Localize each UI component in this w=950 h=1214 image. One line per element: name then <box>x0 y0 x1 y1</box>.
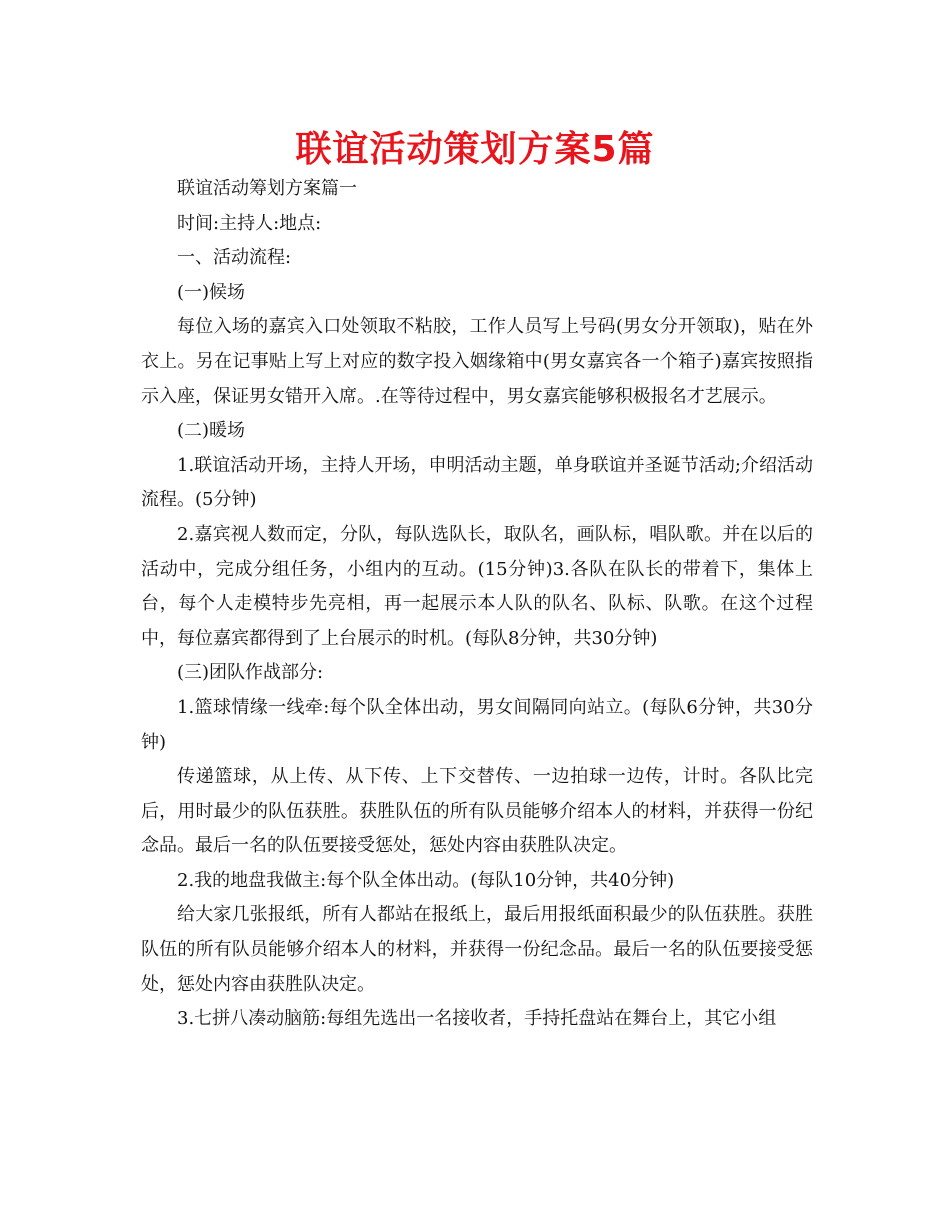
document-paragraph: (三)团队作战部分: <box>177 662 324 684</box>
document-paragraph: 2.我的地盘我做主:每个队全体出动。(每队10分钟，共40分钟) <box>177 869 675 891</box>
document-paragraph: 给大家几张报纸，所有人都站在报纸上，最后用报纸面积最少的队伍获胜。获胜队伍的所有队员能够介绍本人的材料，并获得一份纪念品。最后一名的队伍要接受惩处，惩处内容由获胜队决定。 <box>141 904 813 995</box>
document-paragraph: 2.嘉宾视人数而定，分队，每队选队长，取队名，画队标，唱队歌。并在以后的活动中，完成分组任务，小组内的互动。(15分钟)3.各队在队长的带着下，集体上台，每个人走模特步先亮相，再一起展示本人队的队名、队标、队歌。在这个过程中，每位嘉宾都得到了上台展示的时机。(每队8分钟，共30分钟) <box>141 523 813 649</box>
document-title: 联谊活动策划方案5篇 <box>295 129 655 170</box>
document-paragraph: 1.篮球情缘一线牵:每个队全体出动，男女间隔同向站立。(每队6分钟，共30分钟) <box>141 696 813 753</box>
document-paragraph: 1.联谊活动开场，主持人开场，申明活动主题，单身联谊并圣诞节活动;介绍活动流程。(5分钟) <box>141 454 813 511</box>
document-paragraph: 每位入场的嘉宾入口处领取不粘胶，工作人员写上号码(男女分开领取)，贴在外衣上。另在记事贴上写上对应的数字投入姻缘箱中(男女嘉宾各一个箱子)嘉宾按照指示入座，保证男女错开入席。.在等待过程中，男女嘉宾能够积极报名才艺展示。 <box>141 316 813 407</box>
document-paragraph: 联谊活动筹划方案篇一 <box>177 178 357 199</box>
document-paragraph: 传递篮球，从上传、从下传、上下交替传、一边拍球一边传，计时。各队比完后，用时最少的队伍获胜。获胜队伍的所有队员能够介绍本人的材料，并获得一份纪念品。最后一名的队伍要接受惩处，惩处内容由获胜队决定。 <box>141 766 813 857</box>
document-paragraph: 3.七拼八凑动脑筋:每组先选出一名接收者，手持托盘站在舞台上，其它小组 <box>177 1008 777 1030</box>
document-paragraph: 时间:主持人:地点: <box>177 212 322 234</box>
document-paragraph: (二)暖场 <box>177 420 246 442</box>
document-paragraph: (一)候场 <box>177 281 246 303</box>
document-body <box>141 172 813 1037</box>
document-paragraph: 一、活动流程: <box>177 247 292 269</box>
